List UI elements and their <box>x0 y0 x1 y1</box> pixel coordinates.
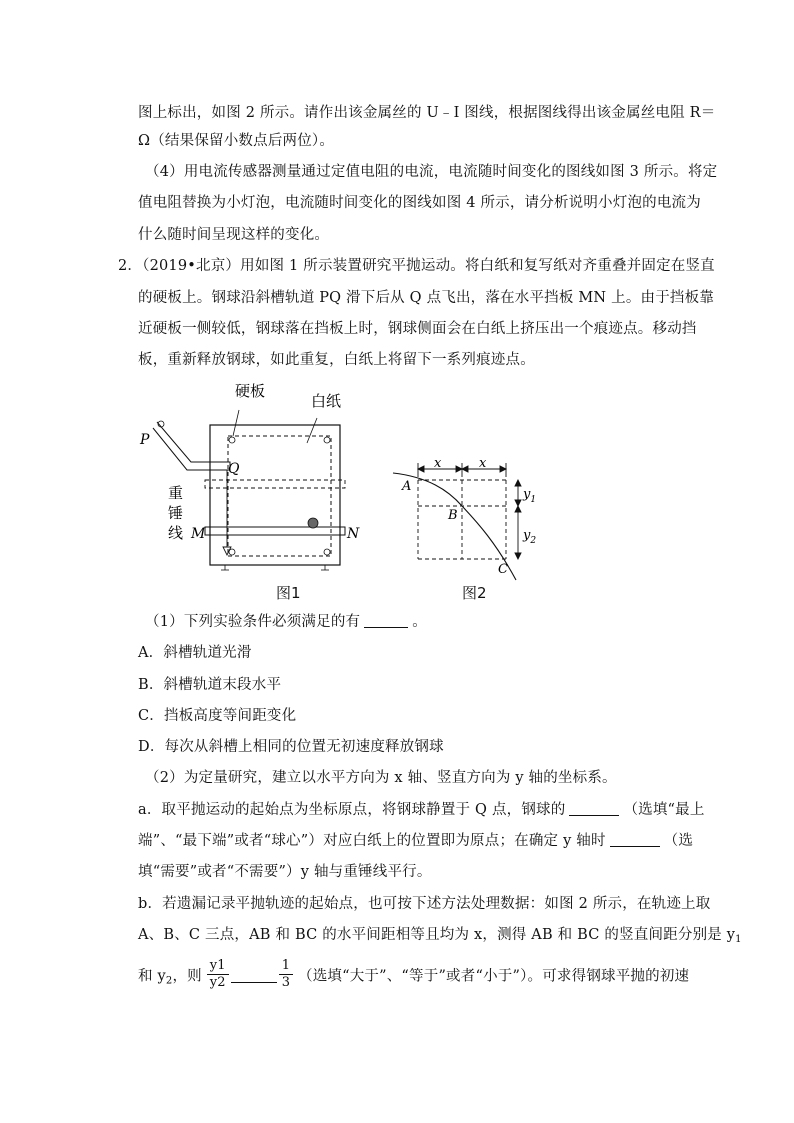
label-q: Q <box>228 461 240 477</box>
part-a-text-4: （选 <box>663 833 694 849</box>
part-b-line-2 <box>138 925 742 950</box>
steel-ball <box>308 518 318 528</box>
label-b: B <box>448 508 458 523</box>
part-b-text-4: （选填“大于”、“等于”或者“小于”）。可求得钢球平抛的初速 <box>298 968 690 985</box>
question-1-end: 。 <box>412 614 427 630</box>
part-b-text-3: ，则 <box>172 968 202 985</box>
part-a-text-1: a．取平抛运动的起始点为坐标原点，将钢球静置于 Q 点，钢球的 <box>138 802 566 818</box>
answer-blank-b[interactable] <box>231 968 277 983</box>
part-b-line-1: b．若遗漏记录平抛轨迹的起始点，也可按下述方法处理数据：如图 2 所示，在轨迹上取 <box>138 896 711 912</box>
answer-blank-a2[interactable] <box>610 832 660 847</box>
option-c: C．挡板高度等间距变化 <box>138 708 297 724</box>
label-plumb-3: 线 <box>168 524 184 542</box>
label-x-1: x <box>434 456 442 471</box>
text-line-1: 图上标出，如图 2 所示。请作出该金属丝的 U﹣I 图线，根据图线得出该金属丝电阻 R＝ <box>138 105 716 121</box>
question-1-text: （1）下列实验条件必须满足的有 <box>145 614 361 630</box>
hardboard <box>210 425 340 565</box>
text-line-3: （4）用电流传感器测量通过定值电阻的电流，电流随时间变化的图线如图 3 所示。将定 <box>145 164 718 180</box>
label-m: M <box>191 526 206 542</box>
question-2-stem: （2）为定量研究，建立以水平方向为 x 轴、竖直方向为 y 轴的坐标系。 <box>145 770 617 786</box>
option-b: B．斜槽轨道末段水平 <box>138 677 282 693</box>
part-b-sub-2: 2 <box>165 975 173 987</box>
part-a-text-3: 端”、“最下端”或者“球心”）对应白纸上的位置即为原点；在确定 y 轴时 <box>138 833 606 849</box>
text-line-4: 值电阻替换为小灯泡，电流随时间变化的图线如图 4 所示，请分析说明小灯泡的电流为 <box>138 195 701 211</box>
fraction-denominator: y2 <box>209 975 226 990</box>
part-a-text-2: （选填“最上 <box>623 802 705 818</box>
answer-blank-a1[interactable] <box>569 801 619 816</box>
part-a-line-1 <box>138 800 705 820</box>
white-paper <box>228 436 331 556</box>
label-plumb-2: 锤 <box>168 504 184 522</box>
fraction-y1-y2 <box>207 958 229 991</box>
fraction-one-third <box>279 958 293 991</box>
figure-2-caption: 图2 <box>462 584 487 602</box>
figure-2-trajectory <box>388 455 538 585</box>
label-y1: $y_1$ <box>523 487 537 505</box>
answer-blank-q1[interactable] <box>364 613 408 628</box>
figure-1-apparatus <box>135 380 365 605</box>
question-2-line-4: 板，重新释放钢球，如此重复，白纸上将留下一系列痕迹点。 <box>138 352 535 368</box>
question-2-line-1: 2．（2019•北京）用如图 1 所示装置研究平抛运动。将白纸和复写纸对齐重叠并固定在竖直 <box>118 258 715 274</box>
part-b-text-2: 和 y <box>138 968 166 985</box>
part-b-line-3 <box>138 960 689 993</box>
fraction-2-denominator: 3 <box>281 975 291 990</box>
figure-1-caption: 图1 <box>276 584 301 602</box>
question-2-line-2: 的硬板上。钢球沿斜槽轨道 PQ 滑下后从 Q 点飞出，落在水平挡板 MN 上。由于挡板靠 <box>138 290 715 306</box>
part-b-sub-1: 1 <box>735 934 742 945</box>
fraction-numerator: y1 <box>207 958 229 975</box>
fraction-2-numerator: 1 <box>279 958 293 975</box>
label-c: C <box>498 562 508 577</box>
part-b-text-1: A、B、C 三点，AB 和 BC 的水平间距相等且均为 x，测得 AB 和 BC 的竖直间距分别是 y <box>138 927 736 943</box>
slide-track-pq <box>153 422 230 470</box>
text-line-2: Ω（结果保留小数点后两位）。 <box>138 133 335 149</box>
option-d: D．每次从斜槽上相同的位置无初速度释放钢球 <box>138 739 444 755</box>
label-x-2: x <box>479 456 487 471</box>
label-plumb-1: 重 <box>168 484 184 502</box>
option-a: A．斜槽轨道光滑 <box>138 645 252 661</box>
label-a: A <box>402 479 412 494</box>
question-1-stem <box>145 612 427 632</box>
question-2-line-3: 近硬板一侧较低，钢球落在挡板上时，钢球侧面会在白纸上挤压出一个痕迹点。移动挡 <box>138 321 697 337</box>
label-n: N <box>347 526 360 542</box>
baffle-mn <box>205 527 345 535</box>
text-line-5: 什么随时间呈现这样的变化。 <box>138 227 330 243</box>
label-white-paper: 白纸 <box>311 392 342 410</box>
label-y2: $y_2$ <box>523 528 537 546</box>
label-p: P <box>140 432 150 448</box>
part-a-line-3: 填“需要”或者“不需要”）y 轴与重锤线平行。 <box>138 864 432 880</box>
label-hardboard: 硬板 <box>235 382 266 400</box>
part-a-line-2 <box>138 831 693 851</box>
